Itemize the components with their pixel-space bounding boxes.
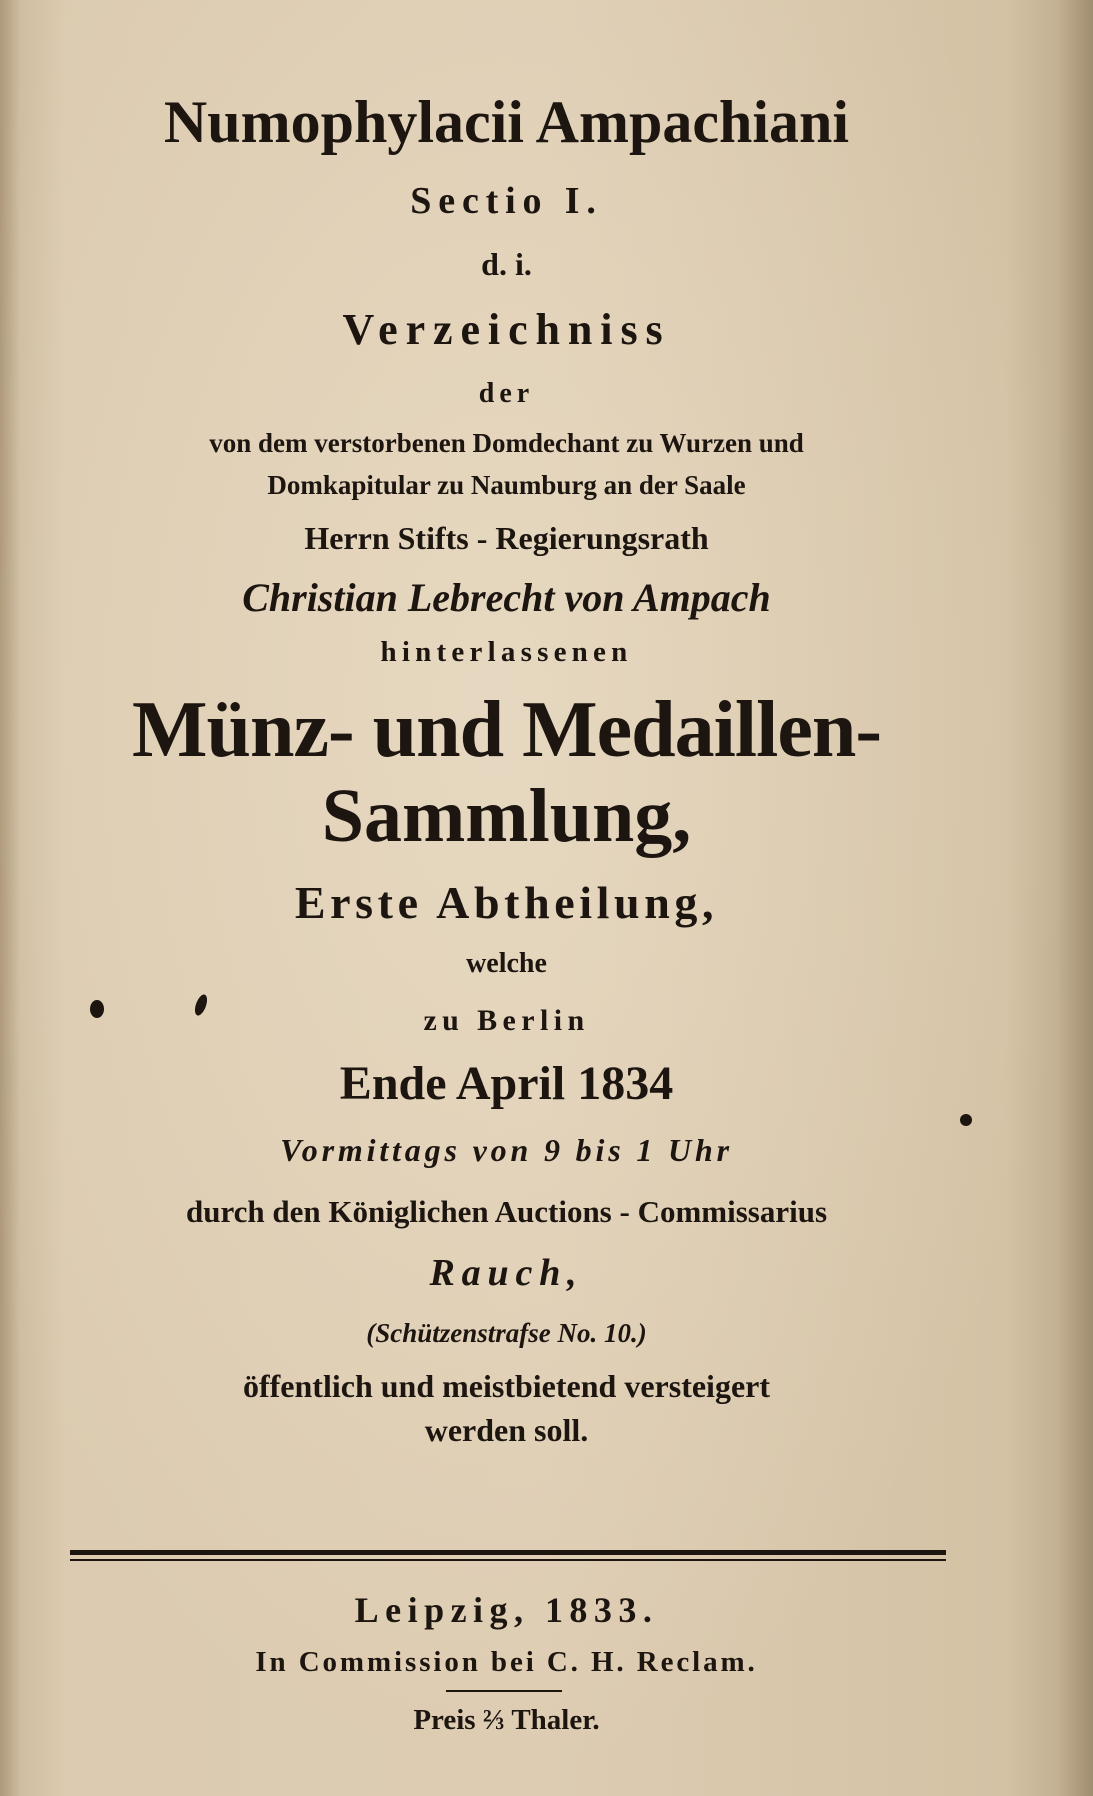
hinterlassenen-label: hinterlassenen [380,636,633,668]
versteigert-line2: werden soll. [424,1412,589,1448]
divider-rule-thick [70,1550,946,1555]
welche-label: welche [466,948,547,979]
main-heading-line2: Sammlung, [321,774,692,858]
collector-name: Christian Lebrecht von Ampach [242,575,771,620]
main-heading-line1: Münz- und Medaillen- [132,686,881,774]
auctioneer-name: Rauch, [429,1252,584,1294]
imprint-short-rule [446,1690,562,1692]
ink-spot-icon [90,1000,104,1018]
auction-date: Ende April 1834 [339,1057,674,1110]
auction-address: (Schützenstrafse No. 10.) [366,1318,647,1348]
domkapitular-line: Domkapitular zu Naumburg an der Saale [267,470,746,500]
sectio-label: Sectio I. [410,180,603,222]
imprint-commission: In Commission bei C. H. Reclam. [255,1646,758,1678]
zu-berlin-label: zu Berlin [423,1004,590,1037]
di-label: d. i. [481,246,532,282]
auctioneer-line: durch den Königlichen Auctions - Commissarius [185,1194,828,1229]
imprint-place-year: Leipzig, 1833. [354,1590,659,1630]
herrn-line: Herrn Stifts - Regierungsrath [304,520,709,556]
book-title: Numophylacii Ampachiani [163,89,850,155]
abtheilung-heading: Erste Abtheilung, [294,877,719,928]
der-label: der [478,378,535,409]
ink-spot-icon [960,1114,972,1126]
versteigert-line1: öffentlich und meistbietend versteigert [242,1368,770,1404]
verzeichniss-heading: Verzeichniss [342,305,671,354]
auction-hours: Vormittags von 9 bis 1 Uhr [280,1132,733,1168]
divider-rule-thin [70,1559,946,1561]
domdechant-line: von dem verstorbenen Domdechant zu Wurzen und [209,428,804,458]
imprint-price: Preis ⅔ Thaler. [413,1704,600,1736]
